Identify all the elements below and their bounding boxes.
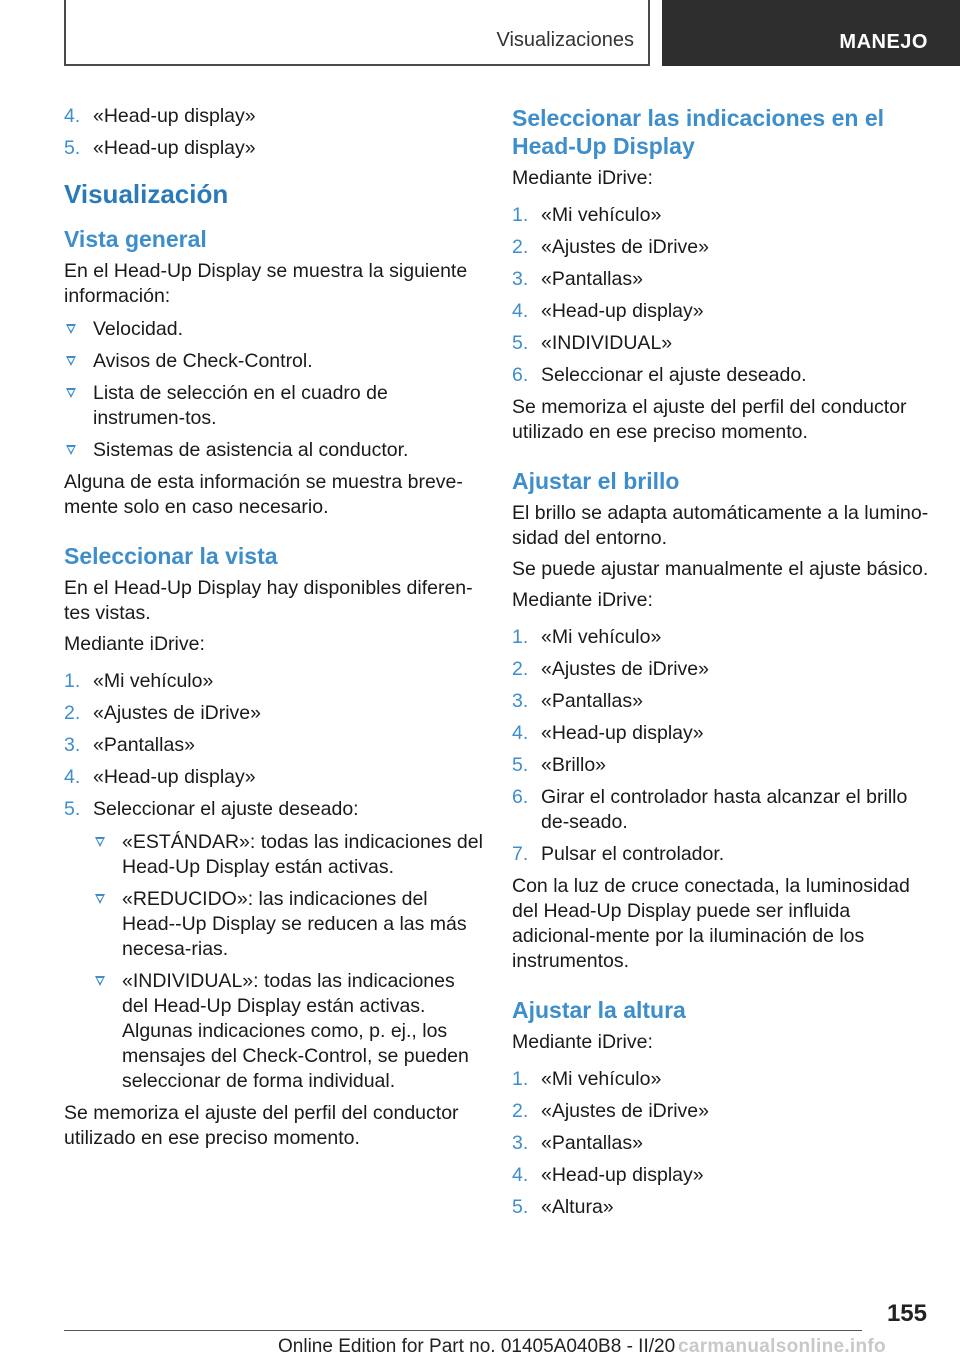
list-item: 3. «Pantallas» bbox=[64, 734, 195, 756]
list-item: Avisos de Check-Control. bbox=[64, 349, 484, 374]
heading-height: Ajustar la altura bbox=[512, 997, 686, 1023]
heading-visualizacion: Visualización bbox=[64, 179, 229, 209]
list-item: 5. «Brillo» bbox=[512, 754, 607, 776]
heading-overview: Vista general bbox=[64, 226, 207, 252]
list-item: Velocidad. bbox=[64, 317, 484, 342]
watermark-text: carmanualsonline.info bbox=[678, 1336, 886, 1357]
section-tab bbox=[64, 0, 650, 66]
list-item: 6. Seleccionar el ajuste deseado. bbox=[512, 364, 807, 386]
list-item: «REDUCIDO»: las indicaciones del Head--Up Display se reducen a las más necesa-rias. bbox=[93, 887, 484, 962]
page-number: 155 bbox=[886, 1300, 927, 1327]
overview-bullets bbox=[64, 317, 484, 463]
list-item: 5. Seleccionar el ajuste deseado: «ESTÁNDAR»: todas las indicaciones del Head-Up Display están activas. «REDUCIDO»: las indicaciones del Head--Up Display se reducen a las más necesa-rias. «INDIVIDUAL»: todas las indicaciones del Head-Up Display están activas. Algunas indicaciones como, p. ej., los mensajes del Check-Control, se pueden seleccionar de forma individual. bbox=[64, 798, 483, 1092]
right-column bbox=[512, 100, 932, 1227]
select-view-steps bbox=[64, 669, 484, 1094]
list-item: 7. Pulsar el controlador. bbox=[512, 843, 725, 865]
list-item: 2. «Ajustes de iDrive» bbox=[512, 658, 709, 680]
intro-steps bbox=[64, 104, 484, 161]
triangle-bullet-icon bbox=[66, 356, 76, 366]
chapter-tab bbox=[662, 0, 960, 66]
list-item: 4. «Head-up display» bbox=[64, 766, 256, 788]
list-item: 2. «Ajustes de iDrive» bbox=[512, 1100, 709, 1122]
select-view-via: Mediante iDrive: bbox=[64, 633, 205, 655]
height-via: Mediante iDrive: bbox=[512, 1031, 653, 1053]
list-item: 3. «Pantallas» bbox=[512, 1132, 643, 1154]
triangle-bullet-icon bbox=[66, 324, 76, 334]
list-item: «ESTÁNDAR»: todas las indicaciones del Head-Up Display están activas. bbox=[93, 830, 484, 880]
list-item: 1. «Mi vehículo» bbox=[512, 626, 662, 648]
overview-text: En el Head-Up Display se muestra la siguiente información: bbox=[64, 260, 468, 307]
footer-divider bbox=[64, 1330, 862, 1331]
select-view-memo: Se memoriza el ajuste del perfil del conductor utilizado en ese preciso momento. bbox=[64, 1102, 459, 1149]
triangle-bullet-icon bbox=[66, 445, 76, 455]
select-indications-via: Mediante iDrive: bbox=[512, 167, 653, 189]
list-item: 4. «Head-up display» bbox=[512, 722, 704, 744]
list-item: 2. «Ajustes de iDrive» bbox=[64, 702, 261, 724]
heading-brightness: Ajustar el brillo bbox=[512, 468, 680, 494]
select-indications-memo: Se memoriza el ajuste del perfil del conductor utilizado en ese preciso momento. bbox=[512, 396, 907, 443]
brightness-via: Mediante iDrive: bbox=[512, 589, 653, 611]
overview-note: Alguna de esta información se muestra breve-mente solo en caso necesario. bbox=[64, 471, 463, 518]
list-item: 6. Girar el controlador hasta alcanzar el brillo de-seado. bbox=[512, 786, 908, 833]
select-indications-steps bbox=[512, 203, 932, 388]
select-view-text: En el Head-Up Display hay disponibles diferen-tes vistas. bbox=[64, 577, 473, 624]
page-header bbox=[64, 0, 960, 66]
brightness-text-1: El brillo se adapta automáticamente a la lumino-sidad del entorno. bbox=[512, 502, 929, 549]
brightness-steps bbox=[512, 625, 932, 867]
list-item: Sistemas de asistencia al conductor. bbox=[64, 438, 484, 463]
view-options bbox=[93, 830, 484, 1094]
list-item: 1. «Mi vehículo» bbox=[512, 1068, 662, 1090]
list-item: 1. «Mi vehículo» bbox=[512, 204, 662, 226]
heading-select-view: Seleccionar la vista bbox=[64, 543, 278, 569]
triangle-bullet-icon bbox=[95, 894, 105, 904]
list-item: «INDIVIDUAL»: todas las indicaciones del Head-Up Display están activas. Algunas indicaciones como, p. ej., los mensajes del Check-Control, se pueden seleccionar de forma individual. bbox=[93, 969, 484, 1094]
list-item: 2. «Ajustes de iDrive» bbox=[512, 236, 709, 258]
section-label: Visualizaciones bbox=[496, 29, 634, 51]
list-item: Lista de selección en el cuadro de instrumen-tos. bbox=[64, 381, 484, 431]
list-item: 5. «Head-up display» bbox=[64, 137, 256, 159]
list-item: 4. «Head-up display» bbox=[512, 1164, 704, 1186]
list-item: 1. «Mi vehículo» bbox=[64, 670, 214, 692]
list-item: 3. «Pantallas» bbox=[512, 268, 643, 290]
left-column bbox=[64, 100, 484, 1157]
chapter-label: MANEJO bbox=[839, 31, 928, 53]
triangle-bullet-icon bbox=[95, 976, 105, 986]
list-item: 3. «Pantallas» bbox=[512, 690, 643, 712]
triangle-bullet-icon bbox=[66, 388, 76, 398]
brightness-text-2: Se puede ajustar manualmente el ajuste básico. bbox=[512, 558, 929, 580]
list-item: 4. «Head-up display» bbox=[512, 300, 704, 322]
triangle-bullet-icon bbox=[95, 837, 105, 847]
list-item: 5. «INDIVIDUAL» bbox=[512, 332, 673, 354]
list-item: 5. «Altura» bbox=[512, 1196, 614, 1218]
edition-text: Online Edition for Part no. 01405A040B8 - II/20 bbox=[278, 1336, 676, 1357]
height-steps bbox=[512, 1067, 932, 1220]
heading-select-indications: Seleccionar las indicaciones en el Head-Up Display bbox=[512, 105, 885, 159]
brightness-note: Con la luz de cruce conectada, la luminosidad del Head-Up Display puede ser influida adicional-mente por la iluminación de los instrumentos. bbox=[512, 875, 910, 972]
list-item: 4. «Head-up display» bbox=[64, 105, 256, 127]
